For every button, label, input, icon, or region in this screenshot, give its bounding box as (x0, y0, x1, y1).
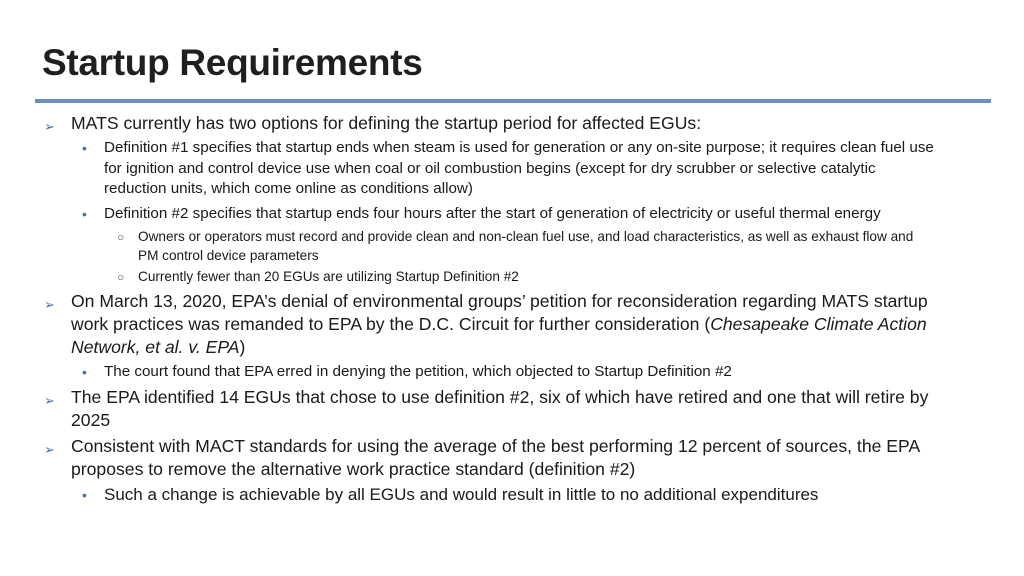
case-citation: Chesapeake Climate Action Network, et al. v. EPA (71, 313, 927, 357)
circle-bullet-icon: ○ (117, 270, 125, 284)
bullet-text: MATS currently has two options for defining the startup period for affected EGUs: (71, 113, 702, 133)
bullet-definition-1 (0, 138, 934, 200)
bullet-text: The court found that EPA erred in denying the petition, which objected to Startup Definition #2 (104, 362, 732, 380)
title-divider (35, 99, 991, 103)
dot-bullet-icon: • (82, 140, 87, 156)
bullet-text-end: ) (239, 336, 246, 357)
bullet-text: The EPA identified 14 EGUs that chose to use definition #2, six of which have retired and one that will retire by 2025 (71, 387, 929, 430)
bullet-text: On March 13, 2020, EPA’s denial of environmental groups’ petition for reconsideration regarding MATS startup work practices was remanded to EPA by the D.C. Circuit for further consideration ( (71, 290, 928, 334)
slide-body (0, 112, 1024, 510)
bullet-text: Definition #1 specifies that startup ends when steam is used for generation or any on-site purpose; it requires clean fuel use for ignition and control device use when coal or oil combustion begins (except for dry scrubber or selective catalytic reduction units, which come online as conditions allow) (104, 139, 934, 197)
arrow-bullet-icon: ➢ (44, 393, 55, 408)
dot-bullet-icon: • (82, 487, 87, 503)
arrow-bullet-icon: ➢ (44, 119, 55, 134)
bullet-achievable (0, 484, 934, 506)
bullet-record-requirements (0, 228, 918, 265)
arrow-bullet-icon: ➢ (44, 442, 55, 457)
slide-title: Startup Requirements (42, 42, 423, 83)
dot-bullet-icon: • (82, 205, 87, 222)
bullet-mact-proposal (0, 435, 951, 481)
bullet-remand (0, 290, 951, 359)
arrow-bullet-icon: ➢ (44, 296, 55, 312)
bullet-14-egus (0, 386, 951, 432)
bullet-text: Such a change is achievable by all EGUs and would result in little to no additional expenditures (104, 485, 819, 504)
bullet-text: Currently fewer than 20 EGUs are utilizing Startup Definition #2 (138, 269, 519, 284)
bullet-court-found (0, 362, 934, 383)
circle-bullet-icon: ○ (117, 230, 125, 244)
bullet-text: Consistent with MACT standards for using the average of the best performing 12 percent of sources, the EPA proposes to remove the alternative work practice standard (definition #2) (71, 436, 920, 479)
dot-bullet-icon: • (82, 363, 87, 380)
bullet-text: Owners or operators must record and provide clean and non-clean fuel use, and load characteristics, as well as exhaust flow and PM control device parameters (138, 229, 914, 263)
bullet-mats-options (0, 112, 951, 135)
bullet-definition-2 (0, 204, 934, 225)
bullet-text: Definition #2 specifies that startup ends four hours after the start of generation of electricity or useful thermal energy (104, 204, 881, 222)
bullet-fewer-than-20 (0, 268, 918, 287)
